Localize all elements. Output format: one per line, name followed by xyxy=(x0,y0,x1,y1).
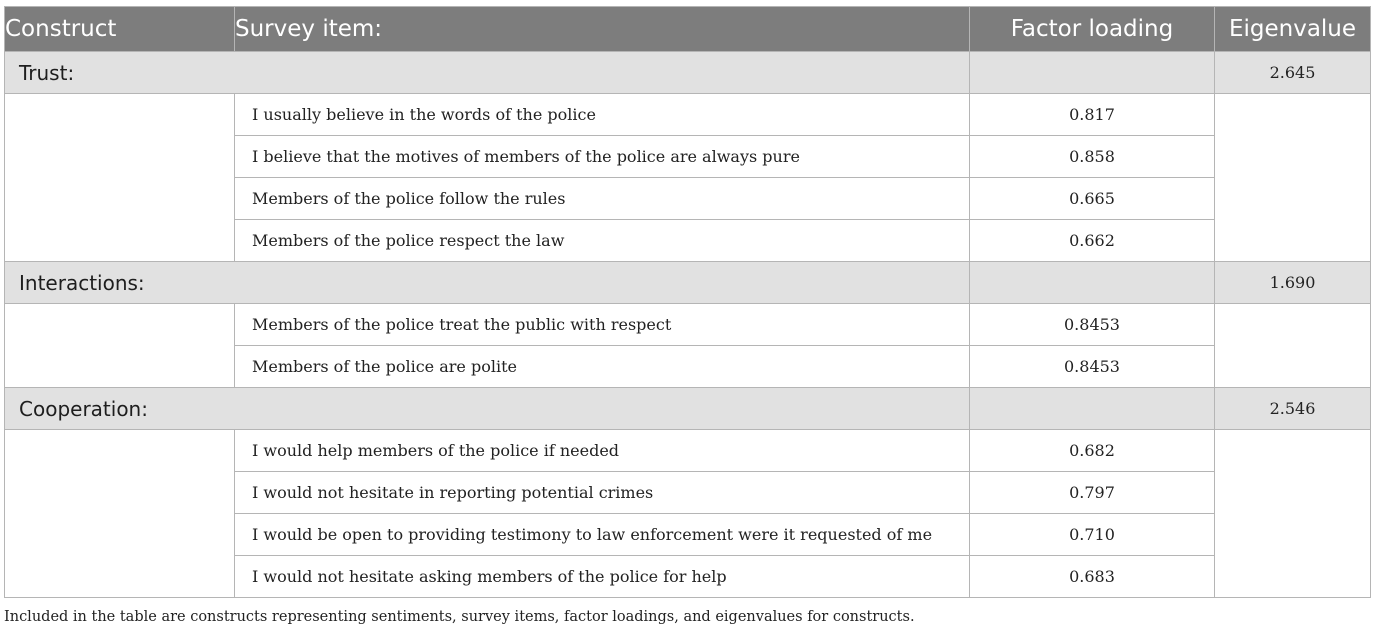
factor-loading-value: 0.817 xyxy=(970,94,1215,136)
eigen-spacer xyxy=(1215,94,1371,262)
header-factor-loading: Factor loading xyxy=(970,7,1215,52)
eigenvalue-cell: 1.690 xyxy=(1215,262,1371,304)
header-eigenvalue: Eigenvalue xyxy=(1215,7,1371,52)
survey-item-text: I would be open to providing testimony to law enforcement were it requested of me xyxy=(235,514,970,556)
factor-loading-table xyxy=(4,6,1371,598)
construct-row-cooperation xyxy=(5,388,1371,430)
construct-row-trust xyxy=(5,52,1371,94)
construct-spacer xyxy=(5,430,235,598)
eigenvalue-cell: 2.645 xyxy=(1215,52,1371,94)
construct-name: Trust: xyxy=(5,52,970,94)
table-row xyxy=(5,304,1371,346)
survey-item-text: I would help members of the police if needed xyxy=(235,430,970,472)
eigen-spacer xyxy=(1215,430,1371,598)
survey-item-text: Members of the police are polite xyxy=(235,346,970,388)
construct-name: Cooperation: xyxy=(5,388,970,430)
eigenvalue-cell: 2.546 xyxy=(1215,388,1371,430)
construct-spacer xyxy=(5,94,235,262)
construct-loading-blank xyxy=(970,262,1215,304)
header-construct: Construct xyxy=(5,7,235,52)
factor-loading-value: 0.797 xyxy=(970,472,1215,514)
factor-loading-value: 0.662 xyxy=(970,220,1215,262)
survey-item-text: I usually believe in the words of the police xyxy=(235,94,970,136)
survey-item-text: I believe that the motives of members of the police are always pure xyxy=(235,136,970,178)
construct-loading-blank xyxy=(970,52,1215,94)
survey-item-text: Members of the police treat the public with respect xyxy=(235,304,970,346)
factor-loading-value: 0.858 xyxy=(970,136,1215,178)
factor-loading-value: 0.8453 xyxy=(970,346,1215,388)
table-row xyxy=(5,94,1371,136)
survey-item-text: I would not hesitate asking members of the police for help xyxy=(235,556,970,598)
factor-loading-value: 0.665 xyxy=(970,178,1215,220)
factor-loading-value: 0.682 xyxy=(970,430,1215,472)
header-survey-item: Survey item: xyxy=(235,7,970,52)
construct-loading-blank xyxy=(970,388,1215,430)
construct-spacer xyxy=(5,304,235,388)
table-row xyxy=(5,430,1371,472)
survey-item-text: Members of the police follow the rules xyxy=(235,178,970,220)
factor-loading-value: 0.8453 xyxy=(970,304,1215,346)
eigen-spacer xyxy=(1215,304,1371,388)
factor-loading-value: 0.710 xyxy=(970,514,1215,556)
header-row xyxy=(5,7,1371,52)
survey-item-text: Members of the police respect the law xyxy=(235,220,970,262)
construct-row-interactions xyxy=(5,262,1371,304)
survey-item-text: I would not hesitate in reporting potential crimes xyxy=(235,472,970,514)
construct-name: Interactions: xyxy=(5,262,970,304)
table-footnote: Included in the table are constructs representing sentiments, survey items, factor loadings, and eigenvalues for constructs. xyxy=(4,609,915,625)
factor-loading-value: 0.683 xyxy=(970,556,1215,598)
